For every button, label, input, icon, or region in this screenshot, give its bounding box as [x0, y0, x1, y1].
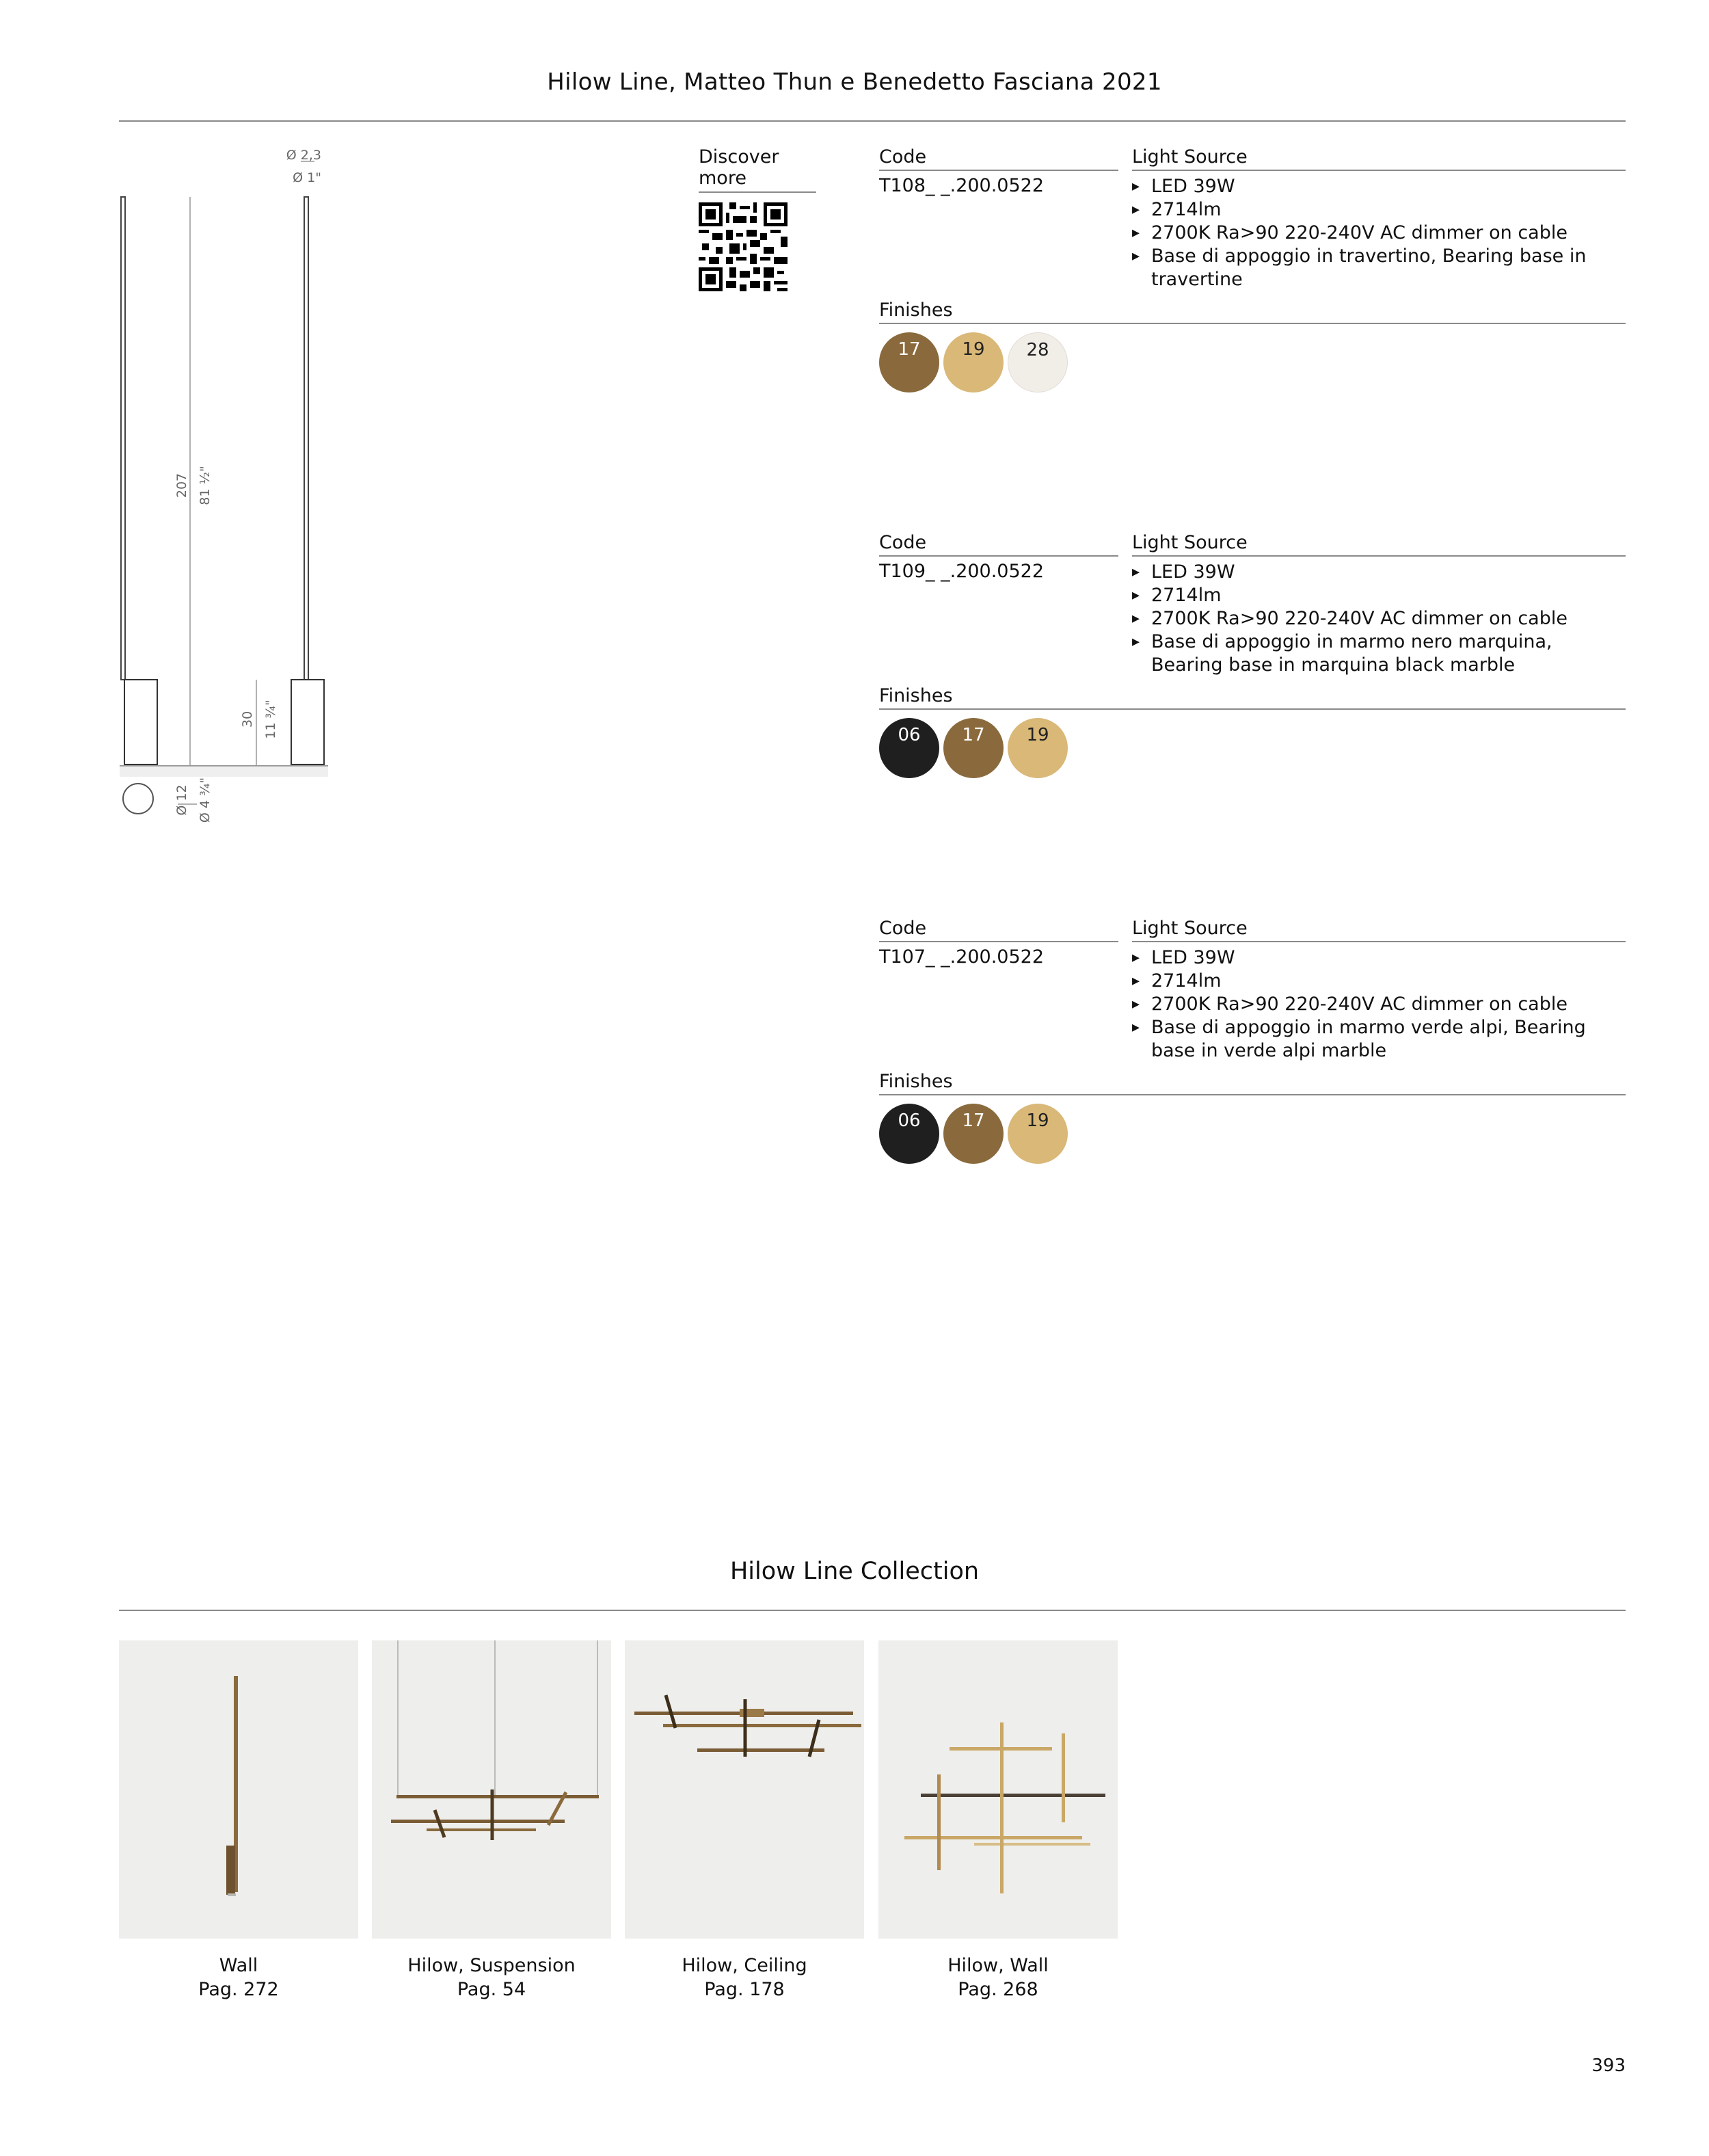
finish-number: 19 — [1026, 725, 1049, 745]
finishes-section — [879, 300, 1626, 392]
discover-more-label: Discover more — [699, 146, 816, 193]
collection-item-name: Wall — [219, 1955, 258, 1976]
spec-item: ▸ LED 39W — [1132, 946, 1626, 970]
dim-base-diam-in: Ø 4 ¾" — [198, 777, 213, 823]
spec-item: ▸ LED 39W — [1132, 561, 1626, 584]
dim-tube-diam-cm: Ø 2,3 — [286, 148, 321, 163]
spec-item: ▸ Base di appoggio in travertino, Bearing base in travertine — [1132, 245, 1626, 291]
dim-base-diam-cm: Ø 12 — [174, 784, 189, 816]
product-image — [625, 1640, 864, 1939]
discover-more[interactable] — [699, 146, 822, 294]
light-source-heading: Light Source — [1132, 918, 1626, 942]
finish-swatch[interactable] — [879, 1104, 939, 1164]
collection-item-page: Pag. 54 — [457, 1979, 526, 2000]
product-block-1 — [879, 146, 1626, 406]
code-column — [879, 918, 1118, 968]
light-source-column — [1132, 532, 1626, 677]
collection-title: Hilow Line Collection — [729, 1558, 980, 1585]
dim-tube-diam-in: Ø 1" — [293, 170, 321, 185]
finish-swatch[interactable] — [879, 718, 939, 778]
product-image — [372, 1640, 611, 1939]
spec-list — [1132, 946, 1626, 1063]
finish-swatch[interactable] — [1008, 1104, 1068, 1164]
collection-item-page: Pag. 178 — [704, 1979, 785, 2000]
finishes-heading: Finishes — [879, 685, 1626, 710]
spec-list — [1132, 561, 1626, 677]
finish-number: 17 — [962, 1110, 985, 1131]
dimension-drawing — [109, 144, 342, 841]
finish-number: 28 — [1026, 340, 1049, 360]
dim-height-in: 81 ½" — [198, 466, 213, 505]
dim-height-cm: 207 — [174, 473, 189, 498]
code-column — [879, 532, 1118, 582]
spec-item: ▸ 2714lm — [1132, 584, 1626, 607]
product-block-3 — [879, 918, 1626, 1177]
collection-item-page: Pag. 268 — [958, 1979, 1038, 2000]
finish-swatches — [879, 332, 1626, 392]
finish-swatch[interactable] — [943, 332, 1004, 392]
spec-item: ▸ Base di appoggio in marmo nero marquina, Bearing base in marquina black marble — [1132, 630, 1626, 677]
product-image — [878, 1640, 1118, 1939]
finish-number: 17 — [898, 339, 921, 360]
spec-item: ▸ 2714lm — [1132, 970, 1626, 993]
finishes-section — [879, 685, 1626, 778]
dim-base-height-in: 11 ¾" — [263, 700, 278, 739]
collection-card-hilow-wall[interactable] — [878, 1640, 1118, 2001]
product-block-2 — [879, 532, 1626, 792]
spec-item: ▸ Base di appoggio in marmo verde alpi, Bearing base in verde alpi marble — [1132, 1016, 1626, 1063]
finish-swatches — [879, 718, 1626, 778]
finishes-section — [879, 1071, 1626, 1164]
finish-swatch[interactable] — [1008, 332, 1068, 392]
code-heading: Code — [879, 532, 1118, 557]
collection-item-page: Pag. 272 — [198, 1979, 279, 2000]
spec-item: ▸ 2700K Ra>90 220-240V AC dimmer on cable — [1132, 222, 1626, 245]
spec-list — [1132, 175, 1626, 291]
finish-swatch[interactable] — [1008, 718, 1068, 778]
finish-swatch[interactable] — [943, 718, 1004, 778]
finish-swatches — [879, 1104, 1626, 1164]
finish-swatch[interactable] — [879, 332, 939, 392]
dim-base-height-cm: 30 — [240, 710, 255, 728]
page-title: Hilow Line, Matteo Thun e Benedetto Fasciana 2021 — [547, 68, 1162, 96]
finish-number: 17 — [962, 725, 985, 745]
finishes-heading: Finishes — [879, 300, 1626, 324]
collection-item-name: Hilow, Ceiling — [682, 1955, 807, 1976]
light-source-column — [1132, 146, 1626, 291]
spec-item: ▸ 2700K Ra>90 220-240V AC dimmer on cable — [1132, 607, 1626, 630]
code-column — [879, 146, 1118, 196]
finish-number: 19 — [1026, 1110, 1049, 1131]
header-divider — [119, 120, 1626, 122]
spec-item: ▸ 2714lm — [1132, 198, 1626, 222]
spec-item: ▸ LED 39W — [1132, 175, 1626, 198]
product-code: T107_ _.200.0522 — [879, 946, 1045, 968]
code-heading: Code — [879, 918, 1118, 942]
collection-card-suspension[interactable] — [372, 1640, 611, 2001]
product-code: T109_ _.200.0522 — [879, 561, 1045, 582]
code-heading: Code — [879, 146, 1118, 171]
finish-swatch[interactable] — [943, 1104, 1004, 1164]
finish-number: 06 — [898, 1110, 921, 1131]
collection-divider — [119, 1610, 1626, 1611]
light-source-heading: Light Source — [1132, 146, 1626, 171]
finishes-heading: Finishes — [879, 1071, 1626, 1095]
collection-item-name: Hilow, Suspension — [407, 1955, 576, 1976]
finish-number: 19 — [962, 339, 985, 360]
product-image — [119, 1640, 358, 1939]
page-number: 393 — [1591, 2055, 1626, 2076]
spec-item: ▸ 2700K Ra>90 220-240V AC dimmer on cable — [1132, 993, 1626, 1016]
qr-code-icon[interactable] — [699, 202, 788, 291]
light-source-heading: Light Source — [1132, 532, 1626, 557]
product-code: T108_ _.200.0522 — [879, 175, 1045, 196]
collection-card-ceiling[interactable] — [625, 1640, 864, 2001]
collection-card-wall[interactable] — [119, 1640, 358, 2001]
finish-number: 06 — [898, 725, 921, 745]
light-source-column — [1132, 918, 1626, 1063]
collection-item-name: Hilow, Wall — [947, 1955, 1049, 1976]
